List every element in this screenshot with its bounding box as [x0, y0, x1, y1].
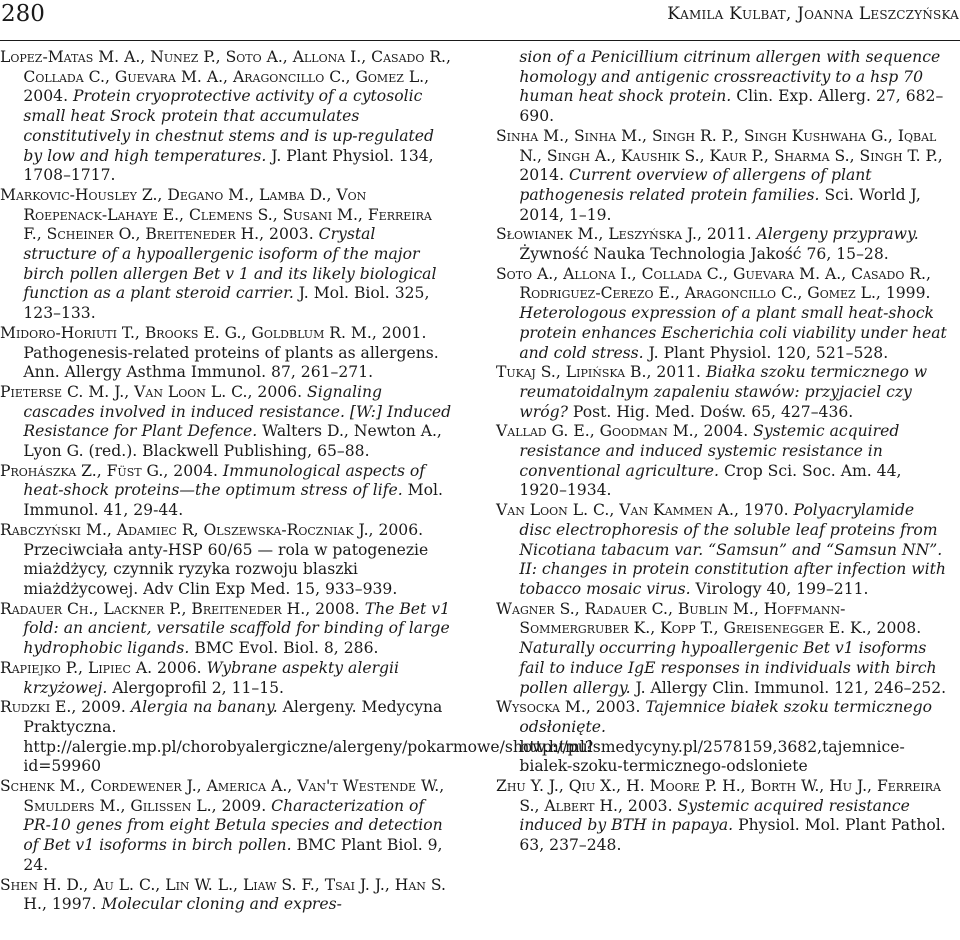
reference-source: Clin. Exp. Allerg. 27, 682–690.	[519, 87, 944, 126]
reference-title: Immunological aspects of heat-shock proteins—the optimum stress of life.	[23, 461, 426, 500]
reference-authors: Markovic-Housley Z., Degano M., Lamba D., Von Roepenack-Lahaye E., Clemens S., Susani M., Ferreira F., Scheiner O., Breiteneder H., 2003.	[0, 185, 432, 244]
reference-title: Characterization of PR-10 genes from eight Betula species and detection of Bet v1 isoforms in birch pollen.	[23, 796, 443, 855]
reference-title: Białka szoku termicznego w reumatoidalnym zapaleniu stawów: przyjaciel czy wróg?	[519, 363, 928, 421]
reference-authors: Wagner S., Radauer C., Bublin M., Hoffmann-Sommergruber K., Kopp T., Greisenegger E. K., 2008.	[496, 599, 922, 638]
reference-entry	[0, 462, 452, 521]
reference-authors: Shen H. D., Au L. C., Lin W. L., Liaw S. F., Tsai J. J., Han S. H., 1997.	[0, 875, 446, 914]
reference-title: The Bet v1 fold: an ancient, versatile scaffold for binding of large hydrophobic ligands.	[23, 599, 450, 658]
running-head: Kamila Kulbat, Joanna Leszczyńska	[667, 4, 959, 24]
reference-title: Heterologous expression of a plant small heat-shock protein enhances Escherichia coli viability under heat and cold stress.	[519, 304, 947, 362]
reference-source: 2001. Pathogenesis-related proteins of plants as allergens. Ann. Allergy Asthma Immunol. 87, 261–271.	[23, 323, 439, 382]
reference-entry	[496, 363, 948, 422]
reference-entry	[0, 324, 452, 383]
reference-entry	[0, 659, 452, 698]
reference-title: Wybrane aspekty alergii krzyżowej.	[23, 658, 399, 697]
page-header	[0, 0, 960, 41]
reference-authors: Van Loon L. C., Van Kammen A., 1970.	[496, 501, 789, 520]
reference-entry	[496, 501, 948, 600]
reference-authors: Prohászka Z., Füst G., 2004.	[0, 461, 218, 480]
reference-source: Post. Hig. Med. Dośw. 65, 427–436.	[572, 402, 854, 421]
reference-title: Alergia na banany.	[130, 698, 278, 717]
reference-source: Alergeny. Medycyna Praktyczna. http://alergie.mp.pl/chorobyalergiczne/alergeny/pokarmowe/show.html?id=59960	[23, 698, 594, 776]
reference-source: BMC Plant Biol. 9, 24.	[23, 836, 443, 874]
page-number: 280	[1, 1, 45, 27]
reference-title: Alergeny przyprawy.	[756, 225, 919, 244]
reference-source: Virology 40, 199–211.	[695, 579, 869, 598]
reference-title: Tajemnice białek szoku termicznego odsłonięte.	[519, 698, 933, 736]
reference-source: Walters D., Newton A., Lyon G. (red.). Blackwell Publishing, 65–88.	[23, 422, 442, 461]
reference-authors: Schenk M., Cordewener J., America A., Van't Westende W., Smulders M., Gilissen L., 2009.	[0, 777, 445, 815]
reference-source: J. Mol. Biol. 325, 123–133.	[23, 284, 430, 323]
reference-entry	[496, 777, 948, 856]
reference-title: Molecular cloning and expres-	[101, 895, 342, 914]
reference-entry	[496, 422, 948, 501]
reference-entry	[0, 521, 452, 600]
reference-entry	[0, 876, 452, 915]
reference-authors: Rabczyński M., Adamiec R, Olszewska-Roczniak J.,	[0, 520, 374, 539]
reference-entry	[496, 698, 948, 777]
reference-entry-continued	[496, 48, 948, 127]
reference-authors: Rudzki E., 2009.	[0, 698, 126, 717]
reference-authors: Vallad G. E., Goodman M., 2004.	[496, 422, 749, 441]
reference-source: Physiol. Mol. Plant Pathol. 63, 237–248.	[519, 816, 946, 855]
reference-source: Alergoprofil 2, 11–15.	[112, 678, 285, 697]
reference-entry	[496, 127, 948, 226]
reference-title: Systemic acquired resistance and induced systemic resistance in conventional agriculture.	[519, 422, 900, 480]
reference-entry	[496, 225, 948, 264]
reference-title: Signaling cascades involved in induced resistance. [W:] Induced Resistance for Plant Defence.	[23, 382, 452, 441]
reference-source: Mol. Immunol. 41, 29-44.	[23, 481, 443, 520]
reference-entry	[0, 186, 452, 324]
reference-source: 2006. Przeciwciała anty-HSP 60/65 — rola w patogenezie miażdżycy, czynnik ryzyka rozwoju blaszki miażdżycowej. Adv Clin Exp Med. 15, 933–939.	[23, 520, 429, 598]
references-right-column	[496, 48, 948, 856]
reference-authors: Soto A., Allona I., Collada C., Guevara M. A., Casado R., Rodriguez-Cerezo E., Aragoncillo C., Gomez L., 1999.	[496, 264, 931, 303]
reference-title: Crystal structure of a hypoallergenic isoform of the major birch pollen allergen Bet v 1 and its likely biological function as a plant steroid carrier.	[23, 225, 437, 303]
reference-entry	[0, 777, 452, 876]
reference-authors: Rapiejko P., Lipiec A. 2006.	[0, 658, 202, 677]
reference-authors: Lopez-Matas M. A., Nunez P., Soto A., Allona I., Casado R., Collada C., Guevara M. A., Aragoncillo C., Gomez L., 2004.	[0, 48, 451, 106]
reference-entry	[496, 265, 948, 364]
reference-entry	[0, 383, 452, 462]
reference-source: J. Plant Physiol. 134, 1708–1717.	[23, 146, 434, 185]
reference-title: Protein cryoprotective activity of a cytosolic small heat Srock protein that accumulates constitutively in chestnut stems and is up-regulated by low and high temperatures.	[23, 87, 434, 165]
reference-authors: Midoro-Horiuti T., Brooks E. G., Goldblum R. M.,	[0, 323, 377, 342]
reference-entry	[0, 48, 452, 186]
reference-source: Crop Sci. Soc. Am. 44, 1920–1934.	[519, 461, 902, 500]
reference-title: Systemic acquired resistance induced by BTH in papaya.	[519, 796, 910, 835]
reference-entry	[0, 600, 452, 659]
reference-entry	[496, 600, 948, 699]
reference-source: http://pulsmedycyny.pl/2578159,3682,tajemnice-bialek-szoku-termicznego-odsloniete	[519, 737, 905, 776]
reference-authors: Radauer Ch., Lackner P., Breiteneder H., 2008.	[0, 599, 360, 618]
reference-title: Current overview of allergens of plant pathogenesis related protein families.	[519, 166, 872, 204]
reference-title: Naturally occurring hypoallergenic Bet v1 isoforms fail to induce IgE responses in individuals with birch pollen allergy.	[519, 639, 937, 697]
reference-source: Żywność Nauka Technologia Jakość 76, 15–28.	[519, 245, 889, 264]
reference-authors: Zhu Y. J., Qiu X., H. Moore P. H., Borth W., Hu J., Ferreira S., Albert H., 2003.	[496, 777, 941, 815]
reference-authors: Pieterse C. M. J., Van Loon L. C., 2006.	[0, 382, 303, 401]
reference-source: BMC Evol. Biol. 8, 286.	[194, 639, 379, 658]
reference-title: Polyacrylamide disc electrophoresis of the soluble leaf proteins from Nicotiana tabacum var. “Samsun” and “Samsun NN”. II: changes in protein constitution after infection with tobacco mosaic virus.	[519, 501, 946, 598]
reference-authors: Sinha M., Sinha M., Singh R. P., Singh Kushwaha G., Iqbal N., Singh A., Kaushik S., Kaur P., Sharma S., Singh T. P., 2014.	[496, 126, 943, 185]
reference-authors: Słowianek M., Leszyńska J., 2011.	[496, 225, 752, 244]
reference-source: J. Plant Physiol. 120, 521–528.	[648, 343, 889, 362]
reference-authors: Wysocka M., 2003.	[496, 698, 641, 717]
reference-source: J. Allergy Clin. Immunol. 121, 246–252.	[635, 678, 947, 697]
reference-authors: Tukaj S., Lipińska B., 2011.	[496, 363, 702, 382]
reference-title: sion of a Penicillium citrinum allergen with sequence homology and antigenic crossreactivity to a hsp 70 human heat shock protein.	[519, 48, 941, 106]
reference-source: Sci. World J, 2014, 1–19.	[519, 185, 921, 224]
